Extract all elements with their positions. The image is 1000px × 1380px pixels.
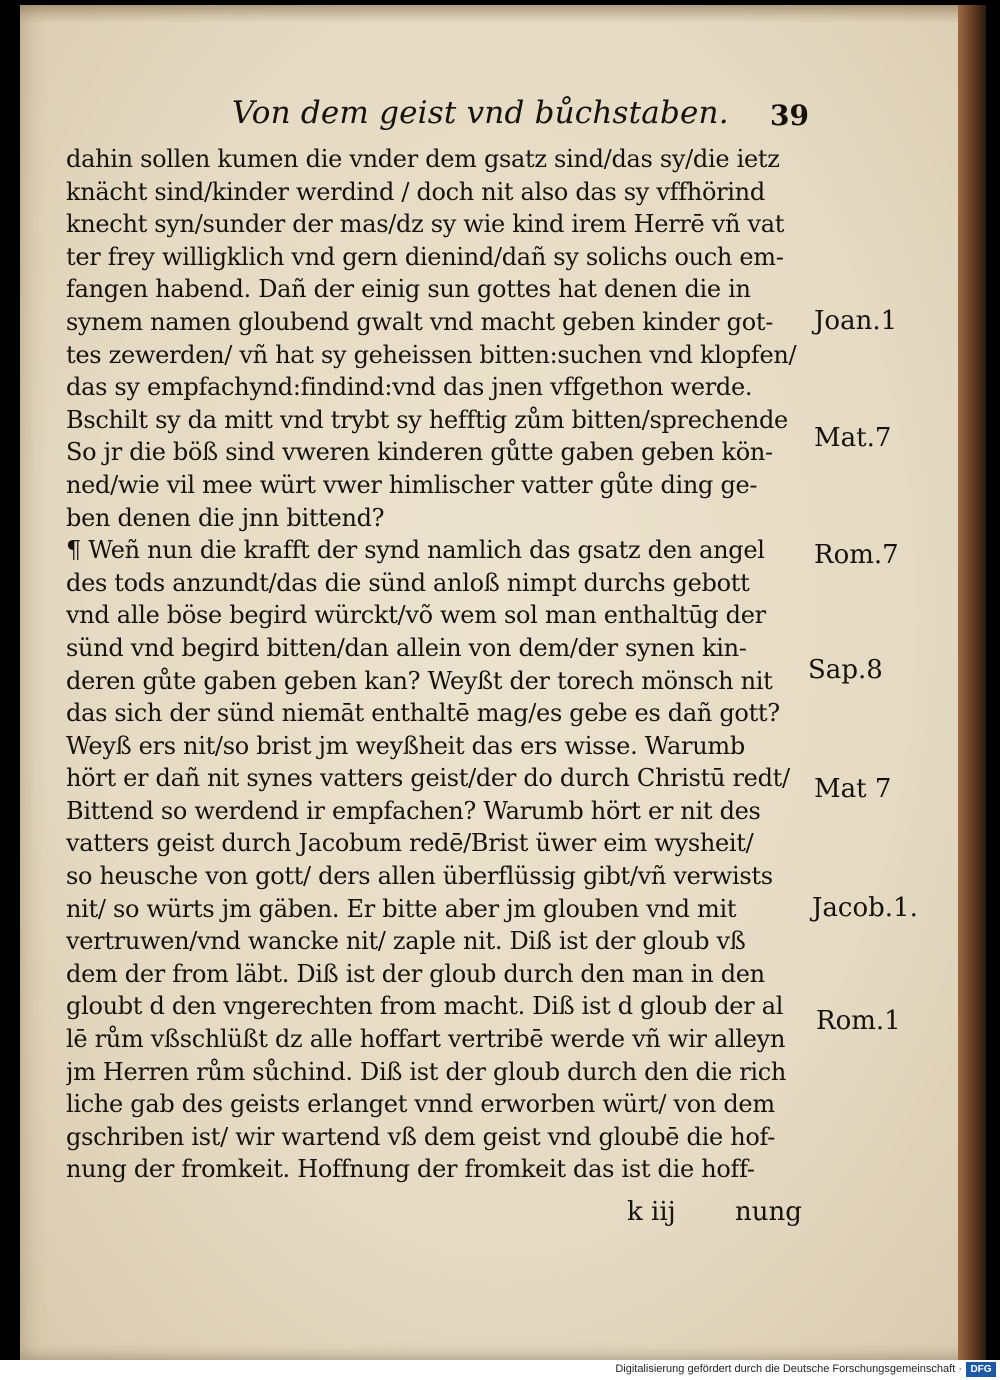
text-line: vnd alle böse begird würckt/võ wem sol man enthaltūg der bbox=[66, 601, 766, 630]
text-line: fangen habend. Dañ der einig sun gottes hat denen die in bbox=[66, 275, 751, 304]
dfg-logo: DFG bbox=[966, 1362, 996, 1377]
binding-gutter bbox=[958, 5, 986, 1360]
text-line: lē rům vßschlüßt dz alle hoffart vertribē werde vñ wir alleyn bbox=[66, 1025, 786, 1054]
margin-note-jacob: Jacob.1. bbox=[812, 893, 918, 923]
text-line: ned/wie vil mee würt vwer himlischer vatter gůte ding ge- bbox=[66, 470, 758, 499]
text-block bbox=[66, 143, 806, 1186]
text-line: das sich der sünd niemāt enthaltē mag/es gebe es dañ gott? bbox=[66, 699, 780, 728]
folio-number: 39 bbox=[770, 99, 809, 132]
margin-note-rom-2: Rom.1 bbox=[816, 1006, 901, 1036]
text-line: knecht syn/sunder der mas/dz sy wie kind irem Herrē vñ vat bbox=[66, 210, 785, 239]
running-title: Von dem geist vnd bůchstaben. bbox=[232, 95, 729, 131]
text-line: vatters geist durch Jacobum redē/Brist üwer eim wysheit/ bbox=[66, 829, 754, 858]
text-line: ter frey willigklich vnd gern dienind/dañ sy solichs ouch em- bbox=[66, 242, 784, 271]
text-line: tes zewerden/ vñ hat sy geheissen bitten:suchen vnd klopfen/ bbox=[66, 340, 797, 369]
margin-note-sap: Sap.8 bbox=[808, 655, 883, 685]
text-line: ben denen die jnn bittend? bbox=[66, 503, 385, 532]
text-line: deren gůte gaben geben kan? Weyßt der torech mönsch nit bbox=[66, 666, 773, 695]
text-line: Weyß ers nit/so brist jm weyßheit das ers wisse. Warumb bbox=[66, 731, 745, 760]
text-line: nung der fromkeit. Hoffnung der fromkeit das ist die hoff- bbox=[66, 1155, 755, 1184]
text-line: das sy empfachynd:findind:vnd das jnen vffgethon werde. bbox=[66, 373, 753, 402]
text-line: knächt sind/kinder werdind / doch nit also das sy vffhörind bbox=[66, 177, 765, 206]
signature-mark: k iij bbox=[627, 1197, 676, 1227]
text-line: so heusche von gott/ ders allen überflüssig gibt/vñ verwists bbox=[66, 862, 773, 891]
margin-note-mat: Mat.7 bbox=[814, 423, 892, 453]
text-line: Bittend so werdend ir empfachen? Warumb hört er nit des bbox=[66, 796, 761, 825]
margin-note-rom: Rom.7 bbox=[814, 540, 899, 570]
text-line: hört er dañ nit synes vatters geist/der do durch Christū redt/ bbox=[66, 764, 790, 793]
text-line: gschriben ist/ wir wartend vß dem geist vnd gloubē die hof- bbox=[66, 1122, 776, 1151]
text-line: gloubt d den vngerechten from macht. Diß ist d gloub der al bbox=[66, 992, 784, 1021]
margin-note-mat-2: Mat 7 bbox=[814, 774, 892, 804]
text-line: dem der from läbt. Diß ist der gloub durch den man in den bbox=[66, 959, 765, 988]
text-line: dahin sollen kumen die vnder dem gsatz sind/das sy/die ietz bbox=[66, 145, 780, 173]
text-line: sünd vnd begird bitten/dan allein von dem/der synen kin- bbox=[66, 633, 747, 662]
footer-credit: Digitalisierung gefördert durch die Deutsche Forschungsgemeinschaft · bbox=[615, 1363, 962, 1375]
paper-top-edge bbox=[20, 5, 982, 23]
text-line: des tods anzundt/das die sünd anloß nimpt durchs gebott bbox=[66, 568, 750, 597]
text-line: liche gab des geists erlanget vnnd erworben würt/ von dem bbox=[66, 1090, 775, 1119]
text-line: ¶ Weñ nun die krafft der synd namlich das gsatz den angel bbox=[66, 536, 765, 565]
text-line: vertruwen/vnd wancke nit/ zaple nit. Diß ist der gloub vß bbox=[66, 927, 746, 956]
catchword: nung bbox=[735, 1197, 802, 1227]
text-line: nit/ so würts jm gäben. Er bitte aber jm glouben vnd mit bbox=[66, 894, 737, 923]
margin-note-joan: Joan.1 bbox=[814, 306, 898, 336]
text-line: So jr die böß sind vweren kinderen gůtte gaben geben kön- bbox=[66, 438, 773, 467]
text-line: synem namen gloubend gwalt vnd macht geben kinder got- bbox=[66, 307, 774, 336]
text-line: jm Herren rům sůchind. Diß ist der gloub durch den die rich bbox=[66, 1057, 787, 1086]
text-line: Bschilt sy da mitt vnd trybt sy hefftig zům bitten/sprechende bbox=[66, 405, 788, 434]
